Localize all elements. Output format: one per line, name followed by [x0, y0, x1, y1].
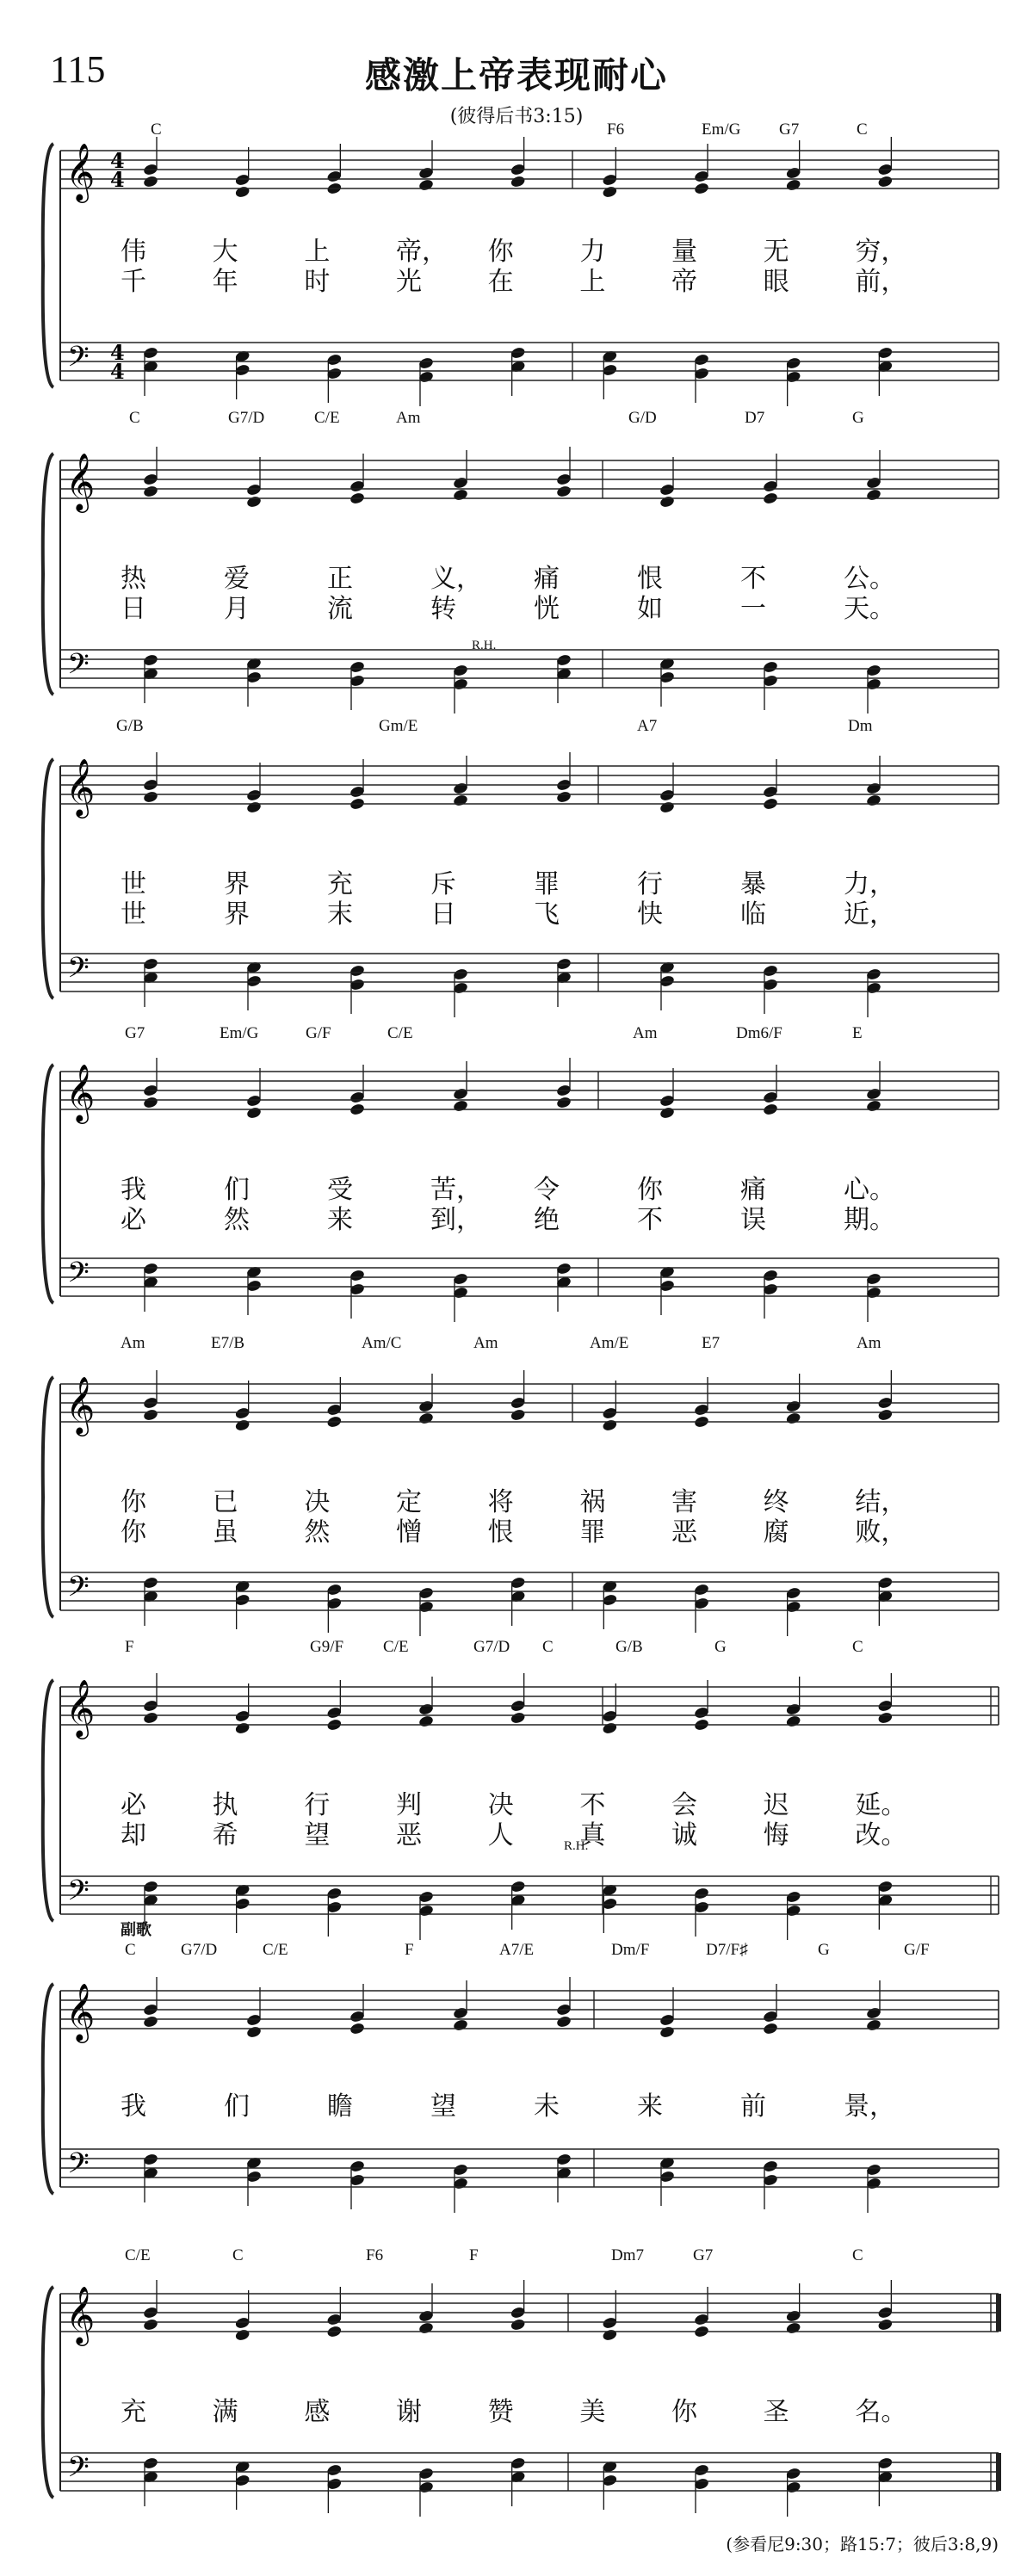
chord-symbol: Am	[473, 1334, 498, 1352]
brace-icon	[43, 1377, 53, 1617]
lyric-syllable: 然	[304, 1517, 331, 1547]
note-head	[556, 2015, 572, 2029]
lyric-syllable: 改。	[855, 1820, 907, 1850]
lyric-syllable: 必	[121, 1205, 146, 1235]
lyric-syllable: 你	[487, 237, 514, 267]
lyric-syllable: 在	[487, 267, 514, 297]
note-head	[246, 495, 263, 509]
time-signature: 4	[110, 148, 125, 173]
bass-clef-icon: 𝄢	[67, 341, 90, 380]
note-head	[418, 1714, 435, 1728]
bass-staff	[60, 954, 999, 991]
note-head	[659, 1106, 676, 1120]
time-signature: 4	[110, 340, 125, 365]
note-head	[234, 2328, 251, 2342]
treble-clef-icon: 𝄞	[65, 142, 96, 201]
lyric-syllable: 行	[637, 869, 663, 899]
bass-clef-icon: 𝄢	[67, 1571, 90, 1610]
lyric-syllable: 穷，	[855, 237, 907, 267]
note-head	[453, 2018, 469, 2032]
chord-symbol: Dm7	[611, 2246, 644, 2264]
note-head	[453, 488, 469, 502]
treble-clef-icon: 𝄞	[65, 2285, 96, 2344]
lyric-syllable: 不	[637, 1205, 663, 1235]
chord-symbol: Gm/E	[379, 717, 418, 735]
bass-staff	[60, 1572, 999, 1610]
lyric-syllable: 一	[740, 594, 766, 624]
lyric-syllable: 恨	[487, 1517, 514, 1547]
lyric-syllable: 光	[396, 267, 422, 297]
bass-clef-icon: 𝄢	[67, 1257, 90, 1296]
lyric-syllable: 日	[430, 899, 456, 930]
lyric-syllable: 不	[740, 564, 766, 594]
note-head	[453, 1099, 469, 1113]
note-head	[143, 1711, 159, 1725]
lyric-syllable: 虽	[212, 1517, 238, 1547]
note-head	[418, 1412, 435, 1425]
lyric-syllable: 日	[121, 594, 146, 624]
lyric-syllable: 祸	[579, 1487, 606, 1517]
brace-icon	[43, 1984, 53, 2194]
bass-clef-icon: 𝄢	[67, 952, 90, 991]
lyric-syllable: 罪	[534, 869, 560, 899]
note-head	[234, 185, 251, 199]
lyric-syllable: 必	[121, 1790, 146, 1820]
lyric-syllable: 天。	[844, 594, 895, 624]
hymn-title: 感激上帝表现耐心	[364, 54, 668, 96]
lyric-syllable: 正	[327, 564, 353, 594]
note-head	[453, 794, 469, 807]
lyric-syllable: 已	[212, 1487, 238, 1517]
hymn-number: 115	[50, 48, 106, 90]
bass-clef-icon: 𝄢	[67, 648, 90, 688]
note-head	[785, 1412, 801, 1425]
note-head	[556, 485, 572, 498]
lyric-syllable: 帝，	[396, 237, 448, 267]
chord-symbol: C	[129, 409, 140, 427]
treble-staff	[60, 766, 999, 804]
treble-clef-icon: 𝄞	[65, 1375, 96, 1434]
lyric-syllable: 公。	[844, 564, 895, 594]
time-signature: 4	[110, 167, 125, 192]
bass-clef-icon: 𝄢	[67, 2451, 90, 2491]
lyric-syllable: 我	[121, 2091, 146, 2122]
note-head	[866, 2018, 882, 2032]
lyric-syllable: 会	[671, 1790, 697, 1820]
brace-icon	[43, 759, 53, 998]
lyric-syllable: 期。	[844, 1205, 895, 1235]
lyric-syllable: 上	[304, 237, 331, 267]
treble-staff	[60, 2294, 999, 2332]
lyric-syllable: 真	[579, 1820, 606, 1850]
lyric-syllable: 年	[212, 267, 238, 297]
lyric-syllable: 圣	[763, 2397, 789, 2427]
lyric-syllable: 斥	[430, 869, 456, 899]
treble-staff	[60, 151, 999, 188]
lyric-syllable: 热	[121, 564, 146, 594]
lyric-syllable: 定	[396, 1487, 422, 1517]
bass-staff	[60, 1876, 999, 1914]
note-head	[234, 1721, 251, 1735]
chord-symbol: G/D	[628, 409, 657, 427]
note-head	[785, 1714, 801, 1728]
lyric-syllable: 你	[121, 1487, 146, 1517]
note-head	[246, 800, 263, 814]
lyric-syllable: 终	[763, 1487, 789, 1517]
note-head	[602, 185, 618, 199]
chord-symbol: C	[151, 120, 162, 139]
lyric-syllable: 你	[637, 1175, 663, 1205]
bass-staff	[60, 2149, 999, 2187]
note-head	[602, 1721, 618, 1735]
treble-staff	[60, 1072, 999, 1109]
lyric-syllable: 憎	[396, 1517, 422, 1547]
lyric-syllable: 恨	[637, 564, 663, 594]
bass-staff	[60, 650, 999, 688]
treble-staff	[60, 1687, 999, 1725]
chord-symbol: C	[125, 1941, 136, 1959]
lyric-syllable: 败，	[855, 1517, 907, 1547]
chord-symbol: C/E	[314, 409, 340, 427]
lyric-syllable: 临	[740, 899, 766, 930]
chord-symbol: E7	[702, 1334, 721, 1352]
lyric-syllable: 望	[304, 1820, 331, 1850]
chord-symbol: G	[852, 409, 864, 427]
lyric-syllable: 赞	[487, 2397, 514, 2427]
treble-staff	[60, 1384, 999, 1422]
note-head	[143, 1408, 159, 1422]
right-hand-marking: R.H.	[472, 639, 497, 652]
lyric-syllable: 流	[327, 594, 353, 624]
chord-symbol: C/E	[125, 2246, 151, 2264]
note-head	[785, 2321, 801, 2335]
lyric-syllable: 们	[224, 2091, 250, 2122]
note-head	[143, 485, 159, 498]
chord-symbol: C	[542, 1638, 554, 1656]
note-head	[877, 1711, 894, 1725]
chord-symbol: G	[714, 1638, 727, 1656]
chord-symbol: A7/E	[499, 1941, 535, 1959]
chord-symbol: G7/D	[181, 1941, 218, 1959]
lyric-syllable: 你	[671, 2397, 697, 2427]
lyric-syllable: 执	[212, 1790, 238, 1820]
lyric-syllable: 害	[671, 1487, 697, 1517]
lyric-syllable: 来	[327, 1205, 353, 1235]
chord-symbol: G7	[125, 1024, 145, 1042]
note-head	[143, 1096, 159, 1109]
lyric-syllable: 罪	[579, 1517, 606, 1547]
treble-staff	[60, 460, 999, 498]
lyric-syllable: 爱	[224, 564, 250, 594]
lyric-syllable: 我	[121, 1175, 146, 1205]
lyric-syllable: 误	[740, 1205, 766, 1235]
lyric-syllable: 帝	[671, 267, 697, 297]
lyric-syllable: 绝	[534, 1205, 560, 1235]
lyric-syllable: 充	[121, 2397, 146, 2427]
chord-symbol: G7/D	[473, 1638, 510, 1656]
lyric-syllable: 世	[121, 869, 146, 899]
chord-symbol: E	[852, 1024, 863, 1042]
chord-symbol: G7/D	[228, 409, 265, 427]
time-signature: 4	[110, 359, 125, 384]
chord-symbol: G/F	[904, 1941, 930, 1959]
bass-staff	[60, 343, 999, 380]
bass-clef-icon: 𝄢	[67, 1875, 90, 1914]
lyric-syllable: 行	[304, 1790, 331, 1820]
lyric-syllable: 将	[487, 1487, 514, 1517]
lyric-syllable: 充	[327, 869, 353, 899]
footer-references: (参看尼9:30；路15:7；彼后3:8,9)	[726, 2534, 999, 2554]
bass-staff	[60, 2453, 999, 2491]
note-head	[866, 488, 882, 502]
treble-clef-icon: 𝄞	[65, 1678, 96, 1737]
brace-icon	[43, 454, 53, 695]
chord-symbol: Am/E	[590, 1334, 629, 1352]
lyric-syllable: 谢	[396, 2397, 422, 2427]
chord-symbol: C/E	[387, 1024, 413, 1042]
chord-symbol: Em/G	[220, 1024, 259, 1042]
lyric-syllable: 末	[327, 899, 353, 930]
bass-staff	[60, 1258, 999, 1296]
note-head	[659, 495, 676, 509]
lyric-syllable: 暴	[740, 869, 766, 899]
lyric-syllable: 不	[579, 1790, 606, 1820]
lyric-syllable: 们	[224, 1175, 250, 1205]
chord-symbol: C	[852, 2246, 863, 2264]
chord-symbol: C	[232, 2246, 244, 2264]
lyric-syllable: 大	[212, 237, 238, 267]
chord-symbol: G9/F	[310, 1638, 344, 1656]
lyric-syllable: 月	[224, 594, 250, 624]
lyric-syllable: 结，	[855, 1487, 907, 1517]
note-head	[659, 800, 676, 814]
lyric-syllable: 恶	[396, 1820, 422, 1850]
chord-symbol: Dm6/F	[736, 1024, 782, 1042]
lyric-syllable: 延。	[855, 1790, 907, 1820]
lyric-syllable: 决	[487, 1790, 514, 1820]
chord-symbol: G7	[693, 2246, 714, 2264]
lyric-syllable: 感	[304, 2397, 331, 2427]
scripture-reference: (彼得后书3:15)	[449, 106, 584, 127]
note-head	[510, 175, 526, 188]
note-head	[510, 1711, 526, 1725]
chord-symbol: G7	[779, 120, 800, 139]
lyric-syllable: 如	[637, 594, 663, 624]
lyric-syllable: 近，	[844, 899, 895, 930]
brace-icon	[43, 1680, 53, 1921]
treble-clef-icon: 𝄞	[65, 452, 96, 510]
lyric-syllable: 力，	[844, 869, 895, 899]
note-head	[602, 2328, 618, 2342]
note-head	[143, 2015, 159, 2029]
lyric-syllable: 满	[212, 2397, 238, 2427]
chord-symbol: D7/F♯	[706, 1941, 748, 1959]
lyric-syllable: 令	[534, 1175, 560, 1205]
chord-symbol: Dm	[848, 717, 873, 735]
lyric-syllable: 力	[579, 237, 606, 267]
chord-symbol: C	[857, 120, 868, 139]
chord-symbol: F	[125, 1638, 134, 1656]
note-head	[877, 1408, 894, 1422]
lyric-syllable: 心。	[844, 1175, 895, 1205]
lyric-syllable: 义，	[430, 564, 482, 594]
note-head	[234, 1418, 251, 1432]
lyric-syllable: 美	[579, 2397, 606, 2427]
lyric-syllable: 痛	[534, 564, 560, 594]
chord-symbol: A7	[637, 717, 658, 735]
lyric-syllable: 名。	[855, 2397, 907, 2427]
lyric-syllable: 景，	[844, 2091, 895, 2122]
lyric-syllable: 恶	[671, 1517, 697, 1547]
note-head	[556, 1096, 572, 1109]
note-head	[866, 1099, 882, 1113]
note-head	[246, 2025, 263, 2039]
chord-symbol: Em/G	[702, 120, 741, 139]
treble-staff	[60, 1991, 999, 2029]
lyric-syllable: 到，	[430, 1205, 482, 1235]
lyric-syllable: 飞	[534, 899, 560, 930]
lyric-syllable: 瞻	[327, 2091, 353, 2122]
chord-symbol: Dm/F	[611, 1941, 650, 1959]
note-head	[877, 2318, 894, 2332]
treble-clef-icon: 𝄞	[65, 1063, 96, 1121]
right-hand-marking: R.H.	[564, 1839, 589, 1853]
note-head	[143, 790, 159, 804]
lyric-syllable: 眼	[763, 267, 789, 297]
lyric-syllable: 人	[487, 1820, 514, 1850]
lyric-syllable: 悔	[763, 1820, 789, 1850]
lyric-syllable: 量	[671, 237, 697, 267]
lyric-syllable: 望	[430, 2091, 456, 2122]
note-head	[418, 2321, 435, 2335]
note-head	[877, 175, 894, 188]
note-head	[785, 178, 801, 192]
lyric-syllable: 诚	[671, 1820, 697, 1850]
lyric-syllable: 快	[637, 899, 663, 930]
note-head	[418, 178, 435, 192]
lyric-syllable: 受	[327, 1175, 353, 1205]
note-head	[246, 1106, 263, 1120]
lyric-syllable: 来	[637, 2091, 663, 2122]
note-head	[510, 2318, 526, 2332]
chord-symbol: C	[852, 1638, 863, 1656]
chord-symbol: Am	[633, 1024, 658, 1042]
lyric-syllable: 腐	[763, 1517, 789, 1547]
chord-symbol: F	[405, 1941, 414, 1959]
chord-symbol: F	[469, 2246, 479, 2264]
chord-symbol: E7/B	[211, 1334, 245, 1352]
chord-symbol: Am/C	[362, 1334, 402, 1352]
lyric-syllable: 前，	[855, 267, 907, 297]
lyric-syllable: 迟	[763, 1790, 789, 1820]
chord-symbol: G/B	[615, 1638, 643, 1656]
treble-clef-icon: 𝄞	[65, 757, 96, 816]
bass-clef-icon: 𝄢	[67, 2147, 90, 2187]
note-head	[510, 1408, 526, 1422]
note-head	[143, 175, 159, 188]
chord-symbol: C/E	[383, 1638, 409, 1656]
chord-symbol: G	[818, 1941, 830, 1959]
lyric-syllable: 希	[212, 1820, 238, 1850]
lyric-syllable: 痛	[740, 1175, 766, 1205]
chord-symbol: G/F	[306, 1024, 331, 1042]
note-head	[659, 2025, 676, 2039]
lyric-syllable: 决	[304, 1487, 331, 1517]
lyric-syllable: 恍	[534, 594, 560, 624]
lyric-syllable: 判	[396, 1790, 422, 1820]
treble-clef-icon: 𝄞	[65, 1982, 96, 2041]
refrain-label: 副歌	[121, 1921, 152, 1939]
brace-icon	[43, 2287, 53, 2498]
lyric-syllable: 却	[121, 1820, 146, 1850]
lyric-syllable: 时	[304, 267, 331, 297]
chord-symbol: G/B	[116, 717, 144, 735]
lyric-syllable: 转	[430, 594, 456, 624]
note-head	[602, 1418, 618, 1432]
lyric-syllable: 然	[224, 1205, 250, 1235]
lyric-syllable: 苦，	[430, 1175, 482, 1205]
chord-symbol: F6	[607, 120, 625, 139]
chord-symbol: Am	[121, 1334, 145, 1352]
note-head	[556, 790, 572, 804]
lyric-syllable: 界	[224, 899, 250, 930]
lyric-syllable: 伟	[121, 237, 146, 267]
lyric-syllable: 世	[121, 899, 146, 930]
chord-symbol: D7	[745, 409, 765, 427]
note-head	[143, 2318, 159, 2332]
brace-icon	[43, 1065, 53, 1303]
lyric-syllable: 千	[121, 267, 146, 297]
lyric-syllable: 未	[534, 2091, 560, 2122]
chord-symbol: F6	[366, 2246, 384, 2264]
lyric-syllable: 上	[579, 267, 606, 297]
chord-symbol: Am	[857, 1334, 881, 1352]
lyric-syllable: 无	[763, 237, 789, 267]
lyric-syllable: 界	[224, 869, 250, 899]
chord-symbol: C/E	[263, 1941, 288, 1959]
note-head	[866, 794, 882, 807]
chord-symbol: Am	[396, 409, 421, 427]
brace-icon	[43, 144, 53, 387]
lyric-syllable: 前	[740, 2091, 766, 2122]
lyric-syllable: 你	[121, 1517, 146, 1547]
